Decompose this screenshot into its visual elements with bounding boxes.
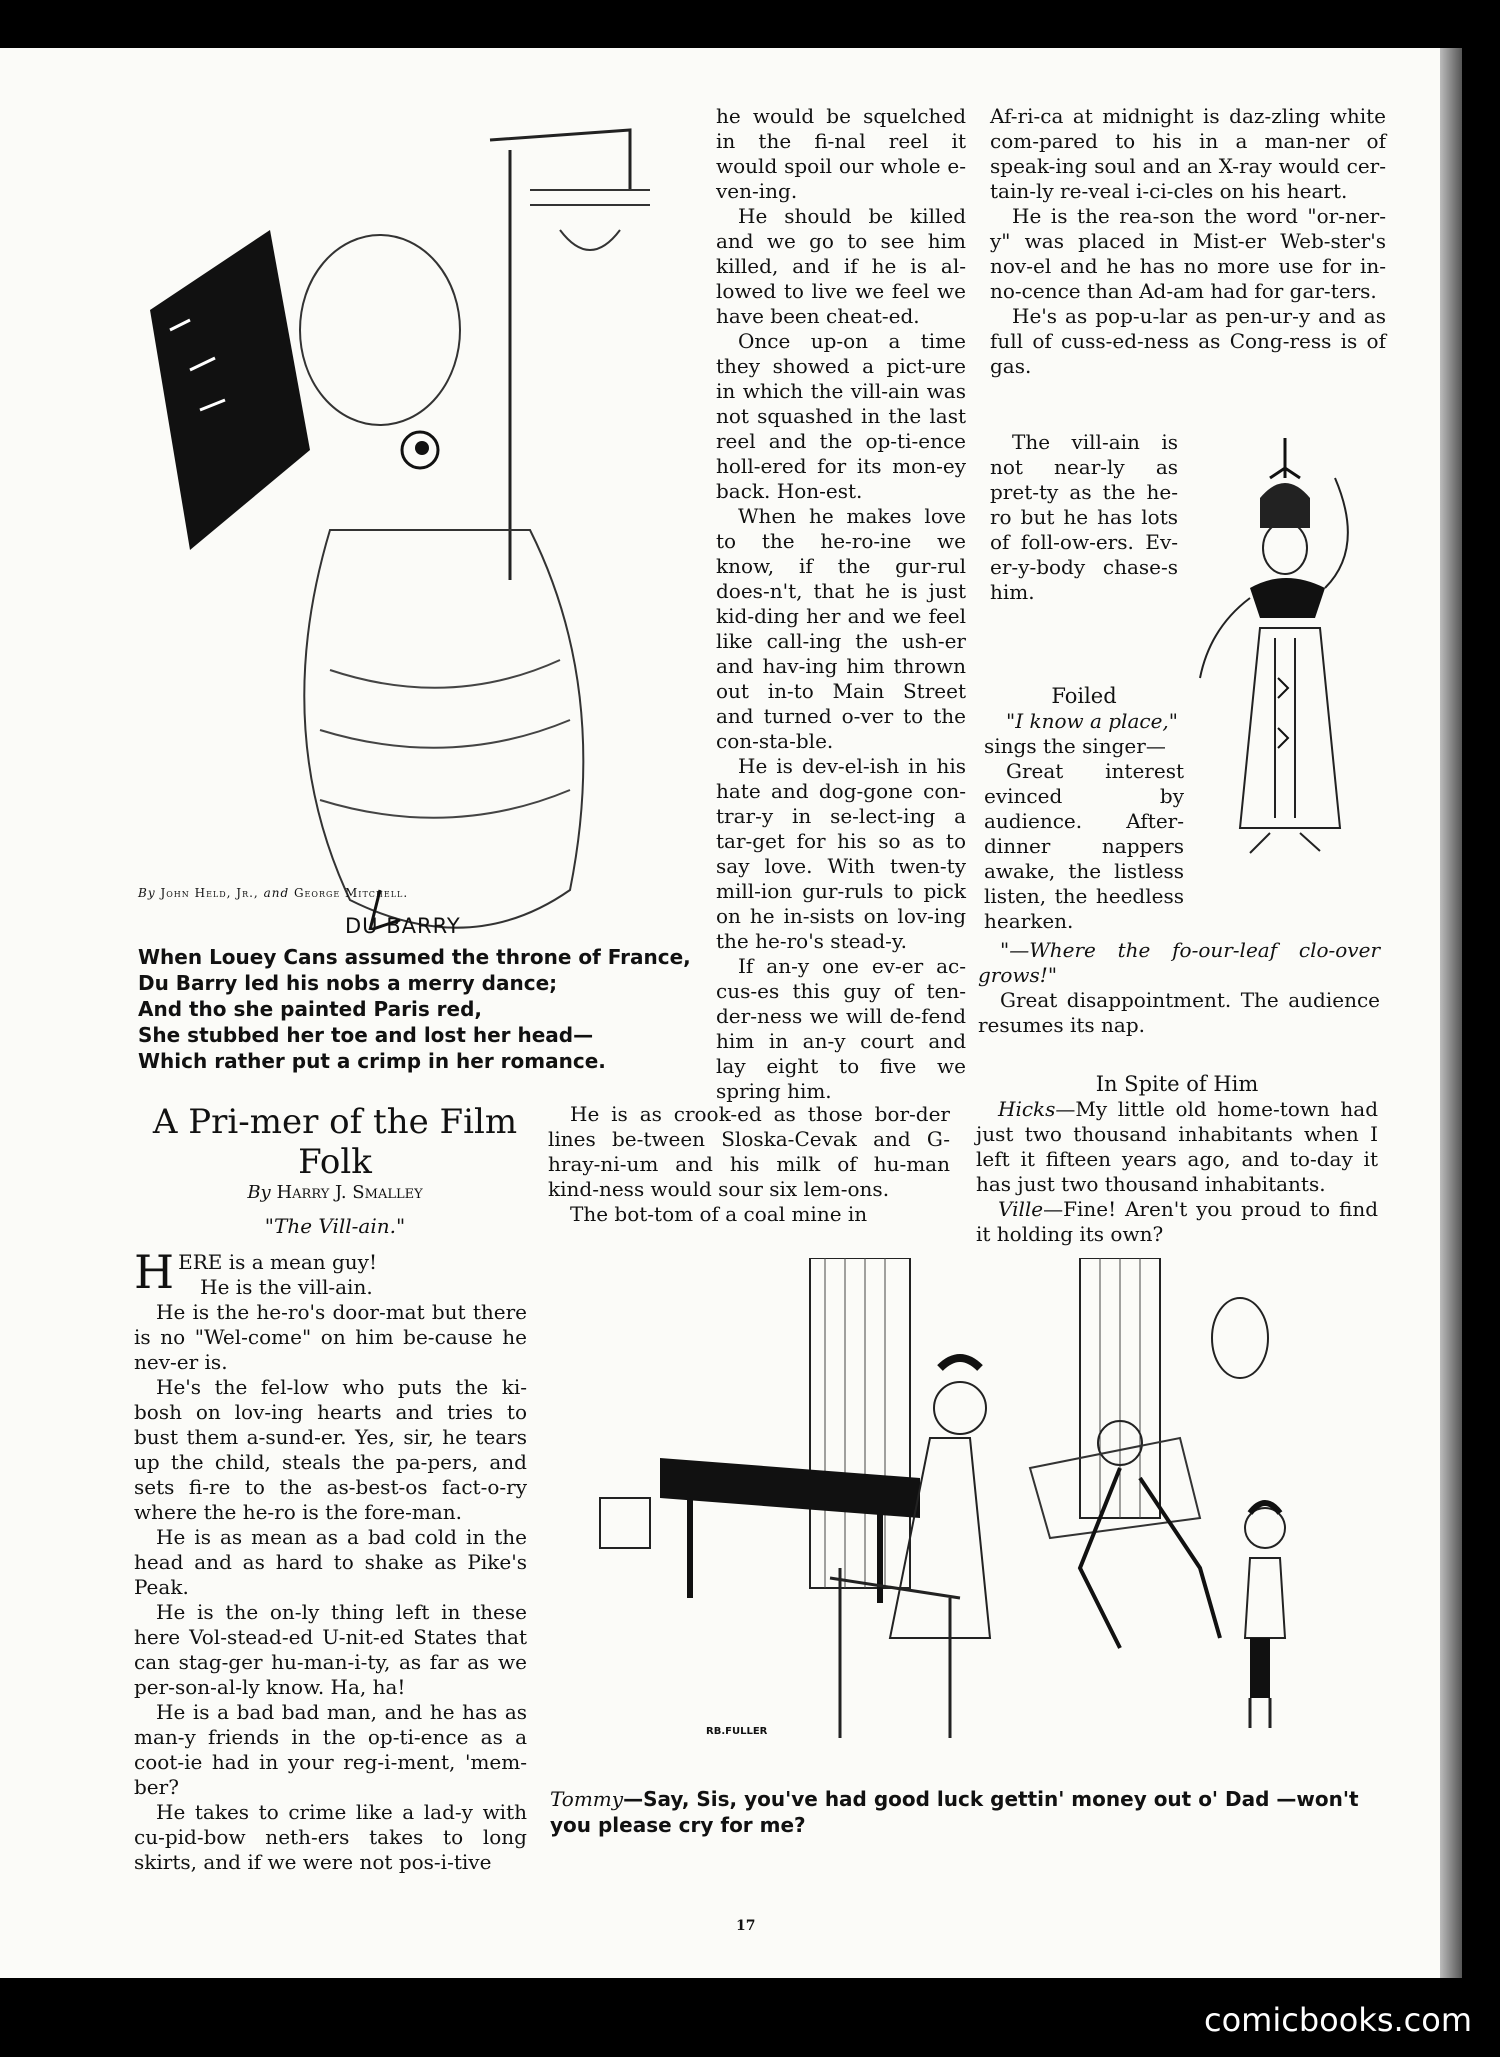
dropcap: H — [134, 1245, 175, 1299]
paragraph: He is dev-el-ish in his hate and dog-gone con-trar-y in se-lect-ing a tar-get for his so as to say love. With twen-ty mill-ion gur-ruls to pick on he in-sists on lov-ing the he-ro's stead-y. — [716, 754, 966, 953]
foiled-quote-2: "—Where the fo-our-leaf clo-over grows!" — [978, 938, 1380, 987]
article-column-2-continued — [548, 1102, 950, 1227]
in-spite-line-1: Hicks—My little old home-town had just two thousand inhabitants when I left it fifteen years ago, and to-day it has just two thousand inhabitants. — [976, 1097, 1378, 1196]
in-spite-title: In Spite of Him — [1095, 1072, 1259, 1096]
du-barry-illustration — [130, 110, 650, 930]
article-column-2 — [716, 104, 966, 1104]
poem-line: Du Barry led his nobs a merry dance; — [138, 971, 558, 995]
paragraph: If an-y one ev-er ac-cus-es this guy of ten-der-ness we will de-fend him in an-y court and lay eight to five we spring him. — [716, 954, 966, 1103]
family-cartoon — [560, 1258, 1340, 1748]
paragraph: He's as pop-u-lar as pen-ur-y and as full of cuss-ed-ness as Cong-ress is of gas. — [990, 304, 1386, 378]
article-title: A Pri-mer of the Film Folk — [152, 1102, 518, 1182]
paragraph: Once up-on a time they showed a pict-ure in which the vill-ain was not squashed in the last reel and the op-ti-ence holl-ered for its mon-ey back. Hon-est. — [716, 329, 966, 503]
paragraph: He is as mean as a bad cold in the head and as hard to shake as Pike's Peak. — [134, 1525, 527, 1599]
article-column-3-narrow — [990, 430, 1178, 605]
foiled-title: Foiled — [1051, 684, 1117, 708]
paragraph: The bot-tom of a coal mine in — [570, 1202, 868, 1226]
poem-title: DU BARRY — [345, 914, 461, 938]
article-subtitle: "The Vill-ain." — [264, 1214, 406, 1238]
foiled-quote: "I know a place," — [1006, 709, 1178, 733]
watermark: comicbooks.com — [1203, 2001, 1472, 2039]
paragraph: He is the on-ly thing left in these here Vol-stead-ed U-nit-ed States that can stag-ger hu-man-i-ty, as far as we per-son-al-ly know. Ha, ha! — [134, 1600, 527, 1699]
illustration-credit: By John Held, Jr., and George Mitchell. — [138, 886, 409, 900]
foiled-ending — [978, 938, 1380, 1038]
foiled-conclusion: Great disappointment. The audience resumes its nap. — [978, 988, 1380, 1037]
paragraph: He's the fel-low who puts the ki-bosh on lov-ing hearts and tries to bust them a-sund-er. Yes, sir, he tears up the child, steals the pa-pers, and sets fi-re to the as-best-os fact-o-ry where the he-ro is the fore-man. — [134, 1375, 527, 1524]
page-spine-shadow — [1440, 48, 1462, 1978]
paragraph: When he makes love to the he-ro-ine we know, if the gur-rul does-n't, that he is just kid-ding her and we feel like call-ing the ush-er and hav-ing him thrown out in-to Main Street and turned o-ver to the con-sta-ble. — [716, 504, 966, 753]
paragraph: he would be squelched in the fi-nal reel it would spoil our whole e-ven-ing. — [716, 104, 966, 203]
magazine-page — [0, 48, 1462, 1978]
paragraph: He should be killed and we go to see him killed, and if he is al-lowed to live we feel we have been cheat-ed. — [716, 204, 966, 328]
page-number: 17 — [736, 1918, 756, 1934]
paragraph: He is as crook-ed as those bor-der lines be-tween Sloska-Cevak and G-hray-ni-um and his milk of hu-man kind-ness would sour six lem-ons. — [548, 1102, 950, 1201]
article-byline: By Harry J. Smalley — [247, 1182, 423, 1203]
paragraph: He is a bad bad man, and he has as man-y friends in the op-ti-ence as a coot-ie had in your reg-i-ment, 'mem-ber? — [134, 1700, 527, 1799]
article-column-1 — [134, 1245, 527, 1875]
article-column-3 — [990, 104, 1386, 379]
poem-line: She stubbed her toe and lost her head— — [138, 1023, 594, 1047]
foiled-piece — [984, 684, 1184, 934]
paragraph: The vill-ain is not near-ly as pret-ty as the he-ro but he has lots of foll-ow-ers. Ev-er-y-body chase-s him. — [990, 430, 1178, 604]
cartoon-signature: RB.FULLER — [706, 1726, 768, 1737]
poem-line: Which rather put a crimp in her romance. — [138, 1049, 606, 1073]
paragraph: He is the vill-ain. — [200, 1275, 373, 1299]
poem-line: And tho she painted Paris red, — [138, 997, 483, 1021]
foiled-line: sings the singer— — [984, 734, 1166, 758]
paragraph: He is the he-ro's door-mat but there is no "Wel-come" on him be-cause he nev-er is. — [134, 1300, 527, 1374]
paragraph: Af-ri-ca at midnight is daz-zling white com-pared to his in a man-ner of speak-ing soul and an X-ray would cer-tain-ly re-veal i-ci-cles on his heart. — [990, 104, 1386, 203]
poem-line: When Louey Cans assumed the throne of France, — [138, 945, 691, 969]
paragraph: He takes to crime like a lad-y with cu-pid-bow neth-ers takes to long skirts, and if we were not pos-i-tive — [134, 1800, 527, 1874]
foiled-body: Great interest evinced by audience. After-dinner nappers awake, the listless listen, the heedless hearken. — [984, 759, 1184, 933]
paragraph: He is the rea-son the word "or-ner-y" was placed in Mist-er Web-ster's nov-el and he has no more use for in-no-cence than Ad-am had for gar-ters. — [990, 204, 1386, 303]
poem-body — [138, 944, 698, 1074]
dancer-illustration — [1190, 438, 1390, 858]
article-first-paragraph: HERE is a mean guy! — [134, 1245, 378, 1299]
cartoon-caption: Tommy—Say, Sis, you've had good luck gettin' money out o' Dad —won't you please cry for me? — [550, 1787, 1359, 1837]
in-spite-piece — [976, 1072, 1378, 1247]
in-spite-line-2: Ville—Fine! Aren't you proud to find it holding its own? — [976, 1197, 1378, 1246]
